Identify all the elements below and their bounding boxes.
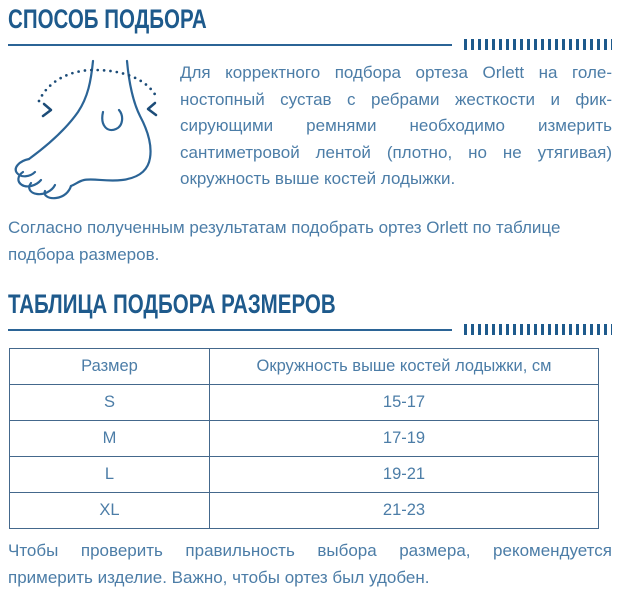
circumference-cell: 15-17 [210, 385, 599, 421]
size-cell: S [10, 385, 210, 421]
heading-rule-ticks [464, 39, 612, 50]
table-row [10, 421, 599, 457]
circumference-cell: 19-21 [210, 457, 599, 493]
section-size-table-title: ТАБЛИЦА ПОДБОРА РАЗМЕРОВ [8, 289, 336, 319]
size-cell: L [10, 457, 210, 493]
table-row [10, 457, 599, 493]
footer-paragraph: Чтобы проверить правильность выбора размера, рекомендуется примерить изделие. Важно, чтобы ортез был удобен. [8, 541, 612, 587]
size-table [9, 348, 599, 529]
circumference-cell: 21-23 [210, 493, 599, 529]
intro-paragraph: Для корректного подбора ортеза Orlett на голеностопный сустав с ребрами жесткости и фиксирующими ремнями необходимо измерить сантиметровой лентой (плотно, но не утягивая) окружность выше костей лодыжки. [180, 63, 612, 188]
table-row [10, 493, 599, 529]
heading-rule-line [8, 44, 452, 46]
heading-rule [8, 39, 612, 50]
table-row [10, 385, 599, 421]
circumference-column-header: Окружность выше костей лодыжки, см [210, 349, 599, 385]
size-cell: M [10, 421, 210, 457]
size-table-header-row [10, 349, 599, 385]
size-column-header: Размер [10, 349, 210, 385]
note-paragraph: Согласно полученным результатам подобрать ортез Orlett по таблице подбора размеров. [8, 218, 561, 264]
size-cell: XL [10, 493, 210, 529]
section-method-title: СПОСОБ ПОДБОРА [8, 4, 207, 34]
circumference-cell: 17-19 [210, 421, 599, 457]
intro-row [8, 59, 612, 208]
section-size-table [8, 289, 612, 335]
foot-measurement-icon [8, 59, 176, 203]
heading-rule-line [8, 329, 452, 331]
heading-rule-ticks [464, 324, 612, 335]
foot-measurement-illustration [8, 59, 180, 208]
section-method [8, 4, 612, 50]
heading-rule [8, 324, 612, 335]
